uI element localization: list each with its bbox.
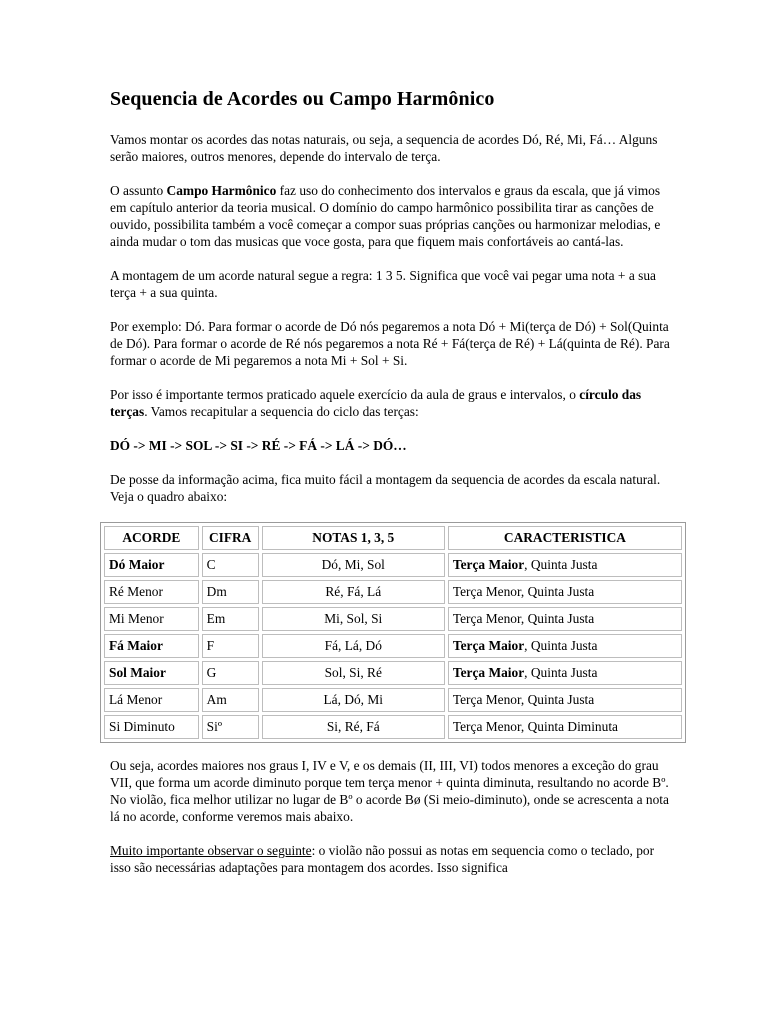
cell-notas bbox=[262, 661, 445, 685]
cell-acorde bbox=[104, 580, 199, 604]
header-cifra: CIFRA bbox=[202, 526, 259, 550]
paragraph-intro: Vamos montar os acordes das notas naturais, ou seja, a sequencia de acordes Dó, Ré, Mi, Fá… Alguns serão maiores, outros menores, depende do intervalo de terça. bbox=[110, 132, 658, 164]
cell-acorde-text: Dó Maior bbox=[109, 557, 165, 572]
paragraph-resumo: Ou seja, acordes maiores nos graus I, IV e V, e os demais (II, III, VI) todos menores a exceção do grau VII, que forma um acorde diminuto porque tem terça menor + quinta diminuta, resultando no acorde Bº. No violão, fica melhor utilizar no lugar de Bº o acorde Bø (Si meio-diminuto), onde se acrescenta a nota lá no acorde, conforme veremos mais abaixo. bbox=[110, 758, 669, 824]
thirds-sequence: DÓ -> MI -> SOL -> SI -> RÉ -> FÁ -> LÁ -> DÓ… bbox=[110, 438, 407, 453]
table-header-row bbox=[104, 526, 682, 550]
terca-type: Terça Menor bbox=[452, 692, 521, 707]
chords-table bbox=[100, 522, 686, 743]
paragraph-circulo bbox=[110, 386, 670, 420]
quinta-type: , Quinta Justa bbox=[524, 557, 598, 572]
cell-acorde-text: Lá Menor bbox=[109, 692, 163, 707]
cell-acorde-text: Si Diminuto bbox=[109, 719, 175, 734]
cell-notas-text: Fá, Lá, Dó bbox=[324, 638, 382, 653]
cell-notas-text: Dó, Mi, Sol bbox=[321, 557, 385, 572]
quinta-type: , Quinta Justa bbox=[520, 611, 595, 626]
cell-cifra-text: Am bbox=[206, 692, 227, 707]
terca-type: Terça Maior bbox=[452, 638, 525, 653]
cell-caracteristica bbox=[448, 634, 682, 658]
table-row bbox=[104, 607, 682, 631]
paragraph-exemplo: Por exemplo: Dó. Para formar o acorde de Dó nós pegaremos a nota Dó + Mi(terça de Dó) + Sol(Quinta de Dó). Para formar o acorde de Ré nós pegaremos a nota Ré + Fá(terça de Ré) + Lá(quinta de Ré). Para formar o acorde de Mi pegaremos a nota Mi + Sol + Si. bbox=[110, 319, 670, 368]
text: Por isso é importante termos praticado aquele exercício da aula de graus e intervalos, o bbox=[110, 387, 580, 402]
cell-acorde bbox=[104, 634, 199, 658]
cell-cifra bbox=[202, 688, 259, 712]
text: faz uso do conhecimento dos intervalos e graus da escala, que já vimos em capítulo anterior da teoria musical. O domínio do campo harmônico possibilita tirar as canções de ouvido, possibilita também a você começar a compor suas próprias canções ou harmonizar melodias, e ainda mudar o tom das musicas que voce gosta, para que fiquem mais confortáveis ao cantá-las. bbox=[110, 183, 661, 249]
table-row bbox=[104, 580, 682, 604]
cell-notas-text: Ré, Fá, Lá bbox=[325, 584, 382, 599]
cell-cifra-text: Dm bbox=[206, 584, 227, 599]
cell-cifra bbox=[202, 634, 259, 658]
header-notas: NOTAS 1, 3, 5 bbox=[262, 526, 445, 550]
page-title: Sequencia de Acordes ou Campo Harmônico bbox=[110, 88, 495, 110]
terca-type: Terça Menor bbox=[452, 584, 521, 599]
table-row bbox=[104, 553, 682, 577]
cell-acorde bbox=[104, 607, 199, 631]
quinta-type: , Quinta Justa bbox=[524, 638, 598, 653]
cell-notas-text: Mi, Sol, Si bbox=[324, 611, 383, 626]
cell-cifra bbox=[202, 580, 259, 604]
text: O assunto bbox=[110, 183, 167, 198]
paragraph-regra: A montagem de um acorde natural segue a regra: 1 3 5. Significa que você vai pegar uma nota + a sua terça + a sua quinta. bbox=[110, 268, 656, 300]
cell-acorde bbox=[104, 661, 199, 685]
paragraph-importante bbox=[110, 842, 670, 876]
quinta-type: , Quinta Justa bbox=[524, 665, 598, 680]
cell-cifra-text: Siº bbox=[206, 719, 222, 734]
cell-acorde bbox=[104, 688, 199, 712]
cell-notas-text: Sol, Si, Ré bbox=[324, 665, 382, 680]
cell-notas-text: Lá, Dó, Mi bbox=[323, 692, 384, 707]
cell-cifra bbox=[202, 661, 259, 685]
cell-caracteristica bbox=[448, 661, 682, 685]
cell-acorde bbox=[104, 715, 199, 739]
cell-cifra-text: F bbox=[206, 638, 215, 653]
paragraph-campo-harmonico bbox=[110, 182, 670, 250]
cell-caracteristica bbox=[448, 580, 682, 604]
table-row bbox=[104, 688, 682, 712]
cell-notas bbox=[262, 634, 445, 658]
cell-notas-text: Si, Ré, Fá bbox=[326, 719, 380, 734]
cell-cifra-text: Em bbox=[206, 611, 226, 626]
cell-acorde-text: Ré Menor bbox=[109, 584, 163, 599]
cell-caracteristica bbox=[448, 688, 682, 712]
cell-notas bbox=[262, 688, 445, 712]
terca-type: Terça Menor bbox=[452, 611, 521, 626]
header-caracteristica: CARACTERISTICA bbox=[448, 526, 682, 550]
cell-acorde-text: Fá Maior bbox=[109, 638, 163, 653]
document-body bbox=[110, 88, 670, 893]
cell-notas bbox=[262, 553, 445, 577]
cell-cifra-text: C bbox=[206, 557, 216, 572]
terca-type: Terça Menor bbox=[452, 719, 521, 734]
cell-notas bbox=[262, 580, 445, 604]
bold-term: Campo Harmônico bbox=[166, 183, 277, 198]
terca-type: Terça Maior bbox=[452, 557, 525, 572]
cell-acorde bbox=[104, 553, 199, 577]
cell-cifra-text: G bbox=[206, 665, 217, 680]
quinta-type: , Quinta Diminuta bbox=[520, 719, 618, 734]
cell-acorde-text: Sol Maior bbox=[109, 665, 166, 680]
cell-notas bbox=[262, 607, 445, 631]
table-row bbox=[104, 634, 682, 658]
bold-term: círculo das terças bbox=[110, 387, 642, 419]
text: . Vamos recapitular a sequencia do ciclo das terças: bbox=[144, 404, 419, 419]
table-row bbox=[104, 661, 682, 685]
cell-acorde-text: Mi Menor bbox=[109, 611, 164, 626]
cell-caracteristica bbox=[448, 553, 682, 577]
table-body bbox=[104, 553, 682, 739]
cell-caracteristica bbox=[448, 715, 682, 739]
table-row bbox=[104, 715, 682, 739]
text: : o violão não possui as notas em sequencia como o teclado, por isso são necessárias adaptações para montagem dos acordes. Isso significa bbox=[110, 843, 655, 875]
cell-caracteristica bbox=[448, 607, 682, 631]
cell-cifra bbox=[202, 715, 259, 739]
cell-cifra bbox=[202, 553, 259, 577]
cell-cifra bbox=[202, 607, 259, 631]
underlined-note: Muito importante observar o seguinte bbox=[110, 843, 312, 858]
quinta-type: , Quinta Justa bbox=[520, 584, 595, 599]
terca-type: Terça Maior bbox=[452, 665, 525, 680]
header-acorde: ACORDE bbox=[104, 526, 199, 550]
cell-notas bbox=[262, 715, 445, 739]
quinta-type: , Quinta Justa bbox=[520, 692, 595, 707]
paragraph-quadro: De posse da informação acima, fica muito fácil a montagem da sequencia de acordes da escala natural. Veja o quadro abaixo: bbox=[110, 472, 661, 504]
